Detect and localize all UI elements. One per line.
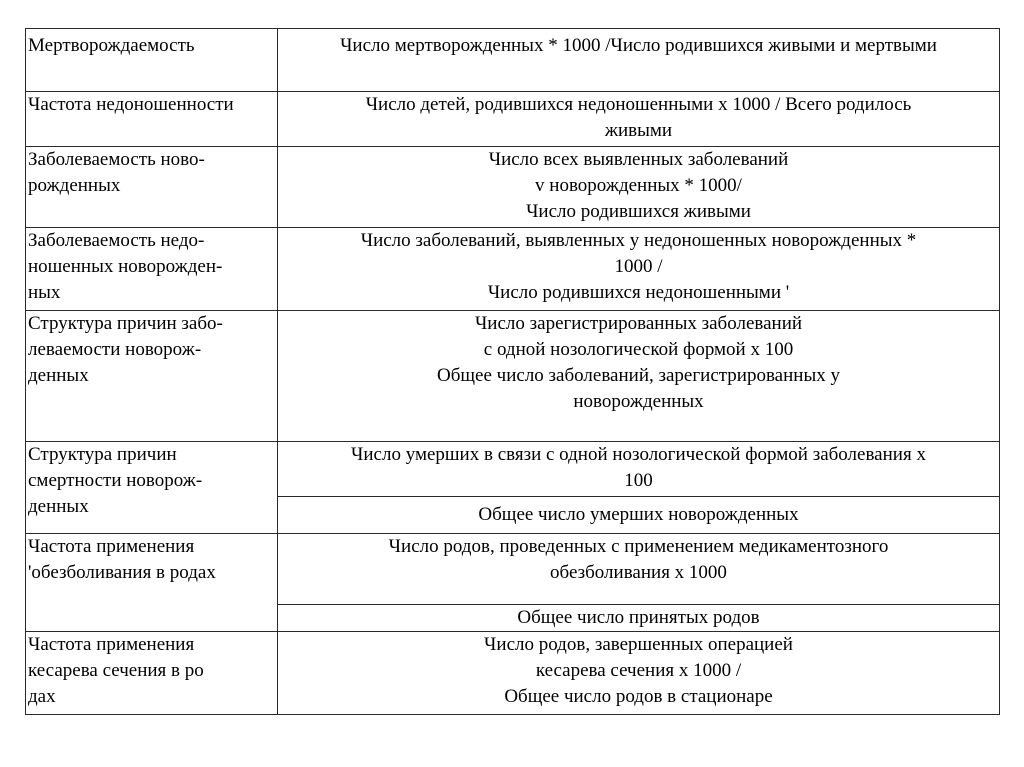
table-row — [26, 92, 1000, 147]
indicator-name-text: Частота недоношенности — [28, 94, 234, 115]
formula-line: Число заболеваний, выявленных у недоношенных новорожденных * — [360, 230, 917, 251]
table-row — [26, 632, 1000, 715]
formula-line: Общее число родов в стационаре — [504, 686, 773, 707]
indicator-name-anesthesia-frequency — [26, 534, 278, 632]
formula-line: кесарева сечения х 1000 / — [535, 660, 742, 681]
formula-line: 100 — [624, 470, 653, 491]
formula-numerator — [278, 442, 1000, 497]
name-line: кесарева сечения в ро — [28, 660, 204, 681]
indicator-name-newborn-morbidity — [26, 147, 278, 228]
formula-line: Число мертворожденных * 1000 /Число родившихся живыми и мертвыми — [340, 35, 937, 56]
indicator-formula-newborn-morbidity — [278, 147, 1000, 228]
formula-line: v новорожденных * 1000/ — [535, 175, 742, 196]
indicator-formula-morbidity-structure — [278, 311, 1000, 442]
indicator-name-text: Мертворождаемость — [28, 35, 195, 56]
formula-line: Число умерших в связи с одной нозологической формой заболевания х — [351, 444, 926, 465]
formula-line: Число всех выявленных заболеваний — [488, 149, 789, 170]
indicator-formula-prematurity — [278, 92, 1000, 147]
table-row — [26, 311, 1000, 442]
name-line: денных — [28, 496, 89, 517]
table-row — [26, 29, 1000, 92]
table-row — [26, 442, 1000, 497]
indicator-name-morbidity-structure — [26, 311, 278, 442]
formula-line: Общее число умерших новорожденных — [478, 504, 799, 525]
formula-line: Общее число заболеваний, зарегистрированных у — [437, 365, 840, 386]
formula-line: Число родившихся живыми — [526, 201, 751, 222]
indicator-formula-premature-morbidity — [278, 228, 1000, 311]
table-row — [26, 228, 1000, 311]
formula-numerator — [278, 534, 1000, 605]
formula-line: с одной нозологической формой х 100 — [483, 339, 794, 360]
indicators-table — [25, 28, 1000, 715]
name-line: денных — [28, 365, 89, 386]
name-line: 'обезболивания в родах — [28, 562, 216, 583]
name-line: дах — [28, 686, 56, 707]
formula-line: Число детей, родившихся недоношенными х 1000 / Всего родилось — [365, 94, 912, 115]
indicator-formula-cesarean-frequency — [278, 632, 1000, 715]
formula-line: Общее число принятых родов — [517, 607, 760, 628]
formula-line: Число родов, проведенных с применением медикаментозного — [388, 536, 889, 557]
indicator-name-stillbirth — [26, 29, 278, 92]
name-line: Частота применения — [28, 536, 195, 557]
formula-line: новорожденных — [573, 391, 704, 412]
name-line: Структура причин забо- — [28, 313, 223, 334]
formula-line: обезболивания х 1000 — [550, 562, 727, 583]
indicator-name-cesarean-frequency — [26, 632, 278, 715]
name-line: Заболеваемость недо- — [28, 230, 205, 251]
table-row — [26, 147, 1000, 228]
formula-line: Число родов, завершенных операцией — [484, 634, 793, 655]
name-line: рожденных — [28, 175, 121, 196]
table-row — [26, 534, 1000, 605]
indicator-name-premature-morbidity — [26, 228, 278, 311]
formula-line: живыми — [604, 120, 673, 141]
indicator-name-prematurity — [26, 92, 278, 147]
name-line: леваемости новорож- — [28, 339, 202, 360]
name-line: Частота применения — [28, 634, 195, 655]
formula-denominator — [278, 497, 1000, 534]
name-line: ношенных новорожден- — [28, 256, 223, 277]
name-line: Структура причин — [28, 444, 177, 465]
name-line: смертности новорож- — [28, 470, 203, 491]
formula-line: 1000 / — [614, 256, 663, 277]
indicator-name-mortality-structure — [26, 442, 278, 534]
formula-line: Число родившихся недоношенными ' — [487, 282, 790, 303]
formula-denominator — [278, 605, 1000, 632]
name-line: ных — [28, 282, 61, 303]
name-line: Заболеваемость ново- — [28, 149, 205, 170]
indicator-formula-stillbirth — [278, 29, 1000, 92]
formula-line: Число зарегистрированных заболеваний — [474, 313, 803, 334]
